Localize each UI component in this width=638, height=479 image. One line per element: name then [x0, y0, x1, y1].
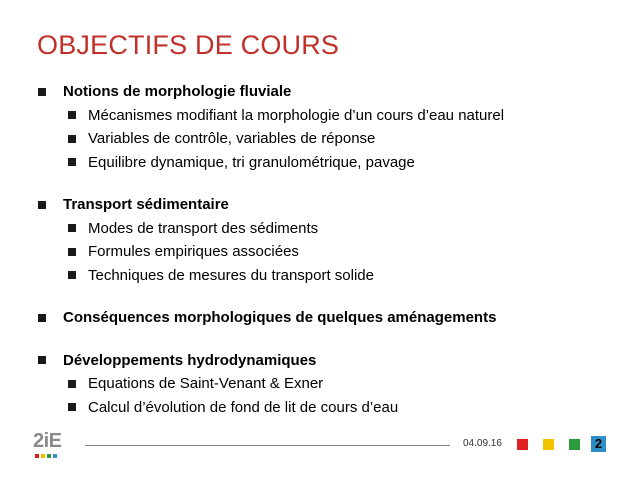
- logo-dot: [53, 454, 57, 458]
- square-bullet-icon: [68, 111, 76, 119]
- list-item: [38, 217, 618, 241]
- section-heading: [38, 193, 618, 217]
- logo-text: 2iE: [33, 430, 62, 452]
- page-number: 2: [591, 436, 606, 452]
- list-item: [38, 127, 618, 151]
- footer-date: 04.09.16: [463, 438, 502, 449]
- square-bullet-icon: [38, 356, 46, 364]
- section-heading: [38, 306, 618, 330]
- section-transport: [38, 193, 618, 287]
- list-item-text: Variables de contrôle, variables de réponse: [88, 130, 376, 148]
- square-bullet-icon: [68, 380, 76, 388]
- section-heading-text: Conséquences morphologiques de quelques aménagements: [63, 309, 497, 327]
- slide-title: OBJECTIFS DE COURS: [37, 30, 340, 60]
- list-item: [38, 396, 618, 420]
- logo: [33, 430, 69, 464]
- square-bullet-icon: [68, 224, 76, 232]
- section-heading-text: Transport sédimentaire: [63, 196, 229, 214]
- section-heading: [38, 80, 618, 104]
- section-hydrodynamique: [38, 349, 618, 420]
- square-bullet-icon: [38, 201, 46, 209]
- green-square: [569, 439, 580, 450]
- section-heading: [38, 349, 618, 373]
- list-item: [38, 240, 618, 264]
- red-square: [517, 439, 528, 450]
- list-item: [38, 104, 618, 128]
- section-heading-text: Développements hydrodynamiques: [63, 351, 317, 369]
- logo-dot: [47, 454, 51, 458]
- list-item-text: Mécanismes modifiant la morphologie d’un cours d’eau naturel: [88, 106, 505, 124]
- logo-dots: [35, 454, 57, 458]
- list-item-text: Equilibre dynamique, tri granulométrique, pavage: [88, 153, 415, 171]
- section-heading-text: Notions de morphologie fluviale: [63, 83, 292, 101]
- list-item-text: Calcul d’évolution de fond de lit de cours d’eau: [88, 398, 399, 416]
- list-item-text: Modes de transport des sédiments: [88, 219, 319, 237]
- slide-footer: [0, 428, 638, 464]
- yellow-square: [543, 439, 554, 450]
- list-item-text: Equations de Saint-Venant & Exner: [88, 375, 324, 393]
- logo-dot: [35, 454, 39, 458]
- section-consequences: [38, 306, 618, 330]
- square-bullet-icon: [68, 403, 76, 411]
- square-bullet-icon: [38, 314, 46, 322]
- square-bullet-icon: [68, 158, 76, 166]
- section-morphologie: [38, 80, 618, 174]
- list-item: [38, 372, 618, 396]
- list-item: [38, 151, 618, 175]
- list-item: [38, 264, 618, 288]
- footer-divider: [85, 445, 450, 446]
- square-bullet-icon: [38, 88, 46, 96]
- square-bullet-icon: [68, 135, 76, 143]
- square-bullet-icon: [68, 248, 76, 256]
- logo-dot: [41, 454, 45, 458]
- square-bullet-icon: [68, 271, 76, 279]
- list-item-text: Techniques de mesures du transport solide: [88, 266, 374, 284]
- list-item-text: Formules empiriques associées: [88, 243, 299, 261]
- objectives-list: [38, 80, 618, 419]
